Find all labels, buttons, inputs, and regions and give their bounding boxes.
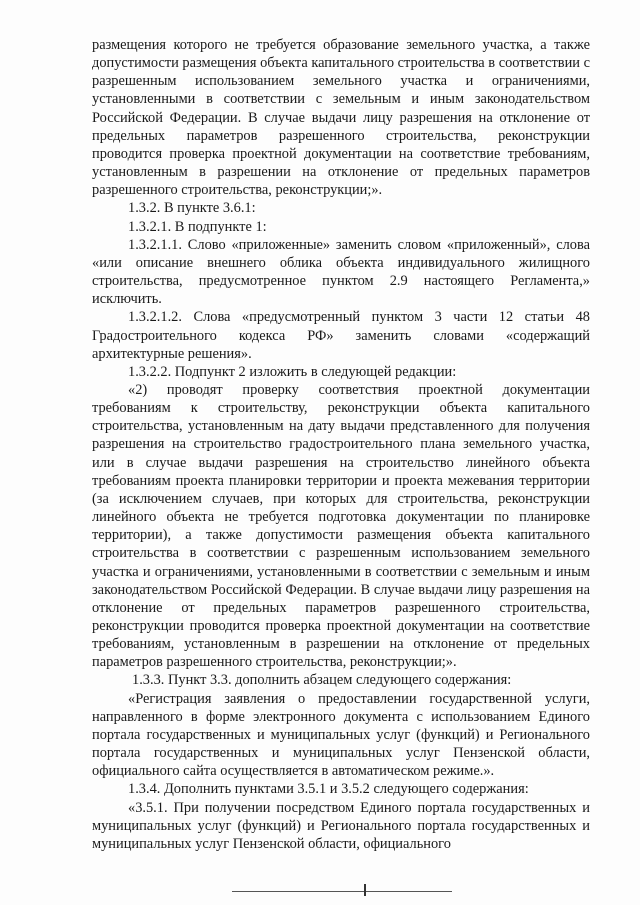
paragraph-quote-registration: «Регистрация заявления о предоставлении государственной услуги, направленного в форме электронного документа с использованием Единого портала государственных и муниципальных услуг (функций) и Регионального портала государственных и муниципальных услуг Пензенской области, официального сайта осуществляется в автоматическом режиме.». <box>92 690 590 780</box>
document-body <box>92 36 590 853</box>
paragraph-1-3-2-1: 1.3.2.1. В подпункте 1: <box>128 218 267 235</box>
paragraph-1-3-2-2: 1.3.2.2. Подпункт 2 изложить в следующей редакции: <box>128 363 457 380</box>
paragraph-quote-3-5-1: «3.5.1. При получении посредством Единого портала государственных и муниципальных услуг (функций) и Регионального портала государственных и муниципальных услуг Пензенской области, официального <box>92 799 590 852</box>
paragraph-1-3-2-1-1: 1.3.2.1.1. Слово «приложенные» заменить словом «приложенный», слова «или описание внешнего облика объекта индивидуального жилищного строительства, предусмотренное пунктом 2.9 настоящего Регламента,» исключить. <box>92 236 590 308</box>
paragraph-1-3-4: 1.3.4. Дополнить пунктами 3.5.1 и 3.5.2 следующего содержания: <box>128 781 529 798</box>
paragraph-continuation: размещения которого не требуется образование земельного участка, а также допустимости размещения объекта капитального строительства в соответствии с разрешенным использованием земельного участка и ограничениями, установленными в соответствии с земельным и иным законодательством Российской Федерации. В случае выдачи лицу разрешения на отклонение от предельных параметров разрешенного строительства, реконструкции проводится проверка проектной документации на соответствие требованиям, установленным в разрешении на отклонение от предельных параметров разрешенного строительства, реконструкции;». <box>92 37 590 199</box>
paragraph-1-3-3: 1.3.3. Пункт 3.3. дополнить абзацем следующего содержания: <box>132 672 512 689</box>
paragraph-1-3-2-1-2: 1.3.2.1.2. Слова «предусмотренный пунктом 3 части 12 статьи 48 Градостроительного кодекса РФ» заменить словами «содержащий архитектурные решения». <box>92 309 590 362</box>
paragraph-1-3-2: 1.3.2. В пункте 3.6.1: <box>128 200 256 217</box>
paragraph-quote-2: «2) проводят проверку соответствия проектной документации требованиям к строительству, реконструкции объекта капитального строительства, установленным на дату выдачи представленного для получения разрешения на строительство градостроительного плана земельного участка, или в случае выдачи разрешения на строительство линейного объекта требованиям проекта планировки территории и проекта межевания территории (за исключением случаев, при которых для строительства, реконструкции линейного объекта не требуется подготовка документации по планировке территории), а также допустимости размещения объекта капитального строительства в соответствии с разрешенным использованием земельного участка и ограничениями, установленными в соответствии с земельным и иным законодательством Российской Федерации. В случае выдачи лицу разрешения на отклонение от предельных параметров разрешенного строительства, реконструкции проводится проверка проектной документации на соответствие требованиям, установленным в разрешении на отклонение от предельных параметров разрешенного строительства, реконструкции;». <box>92 381 590 671</box>
bottom-scan-mark <box>364 884 366 896</box>
bottom-scan-line <box>232 891 452 892</box>
